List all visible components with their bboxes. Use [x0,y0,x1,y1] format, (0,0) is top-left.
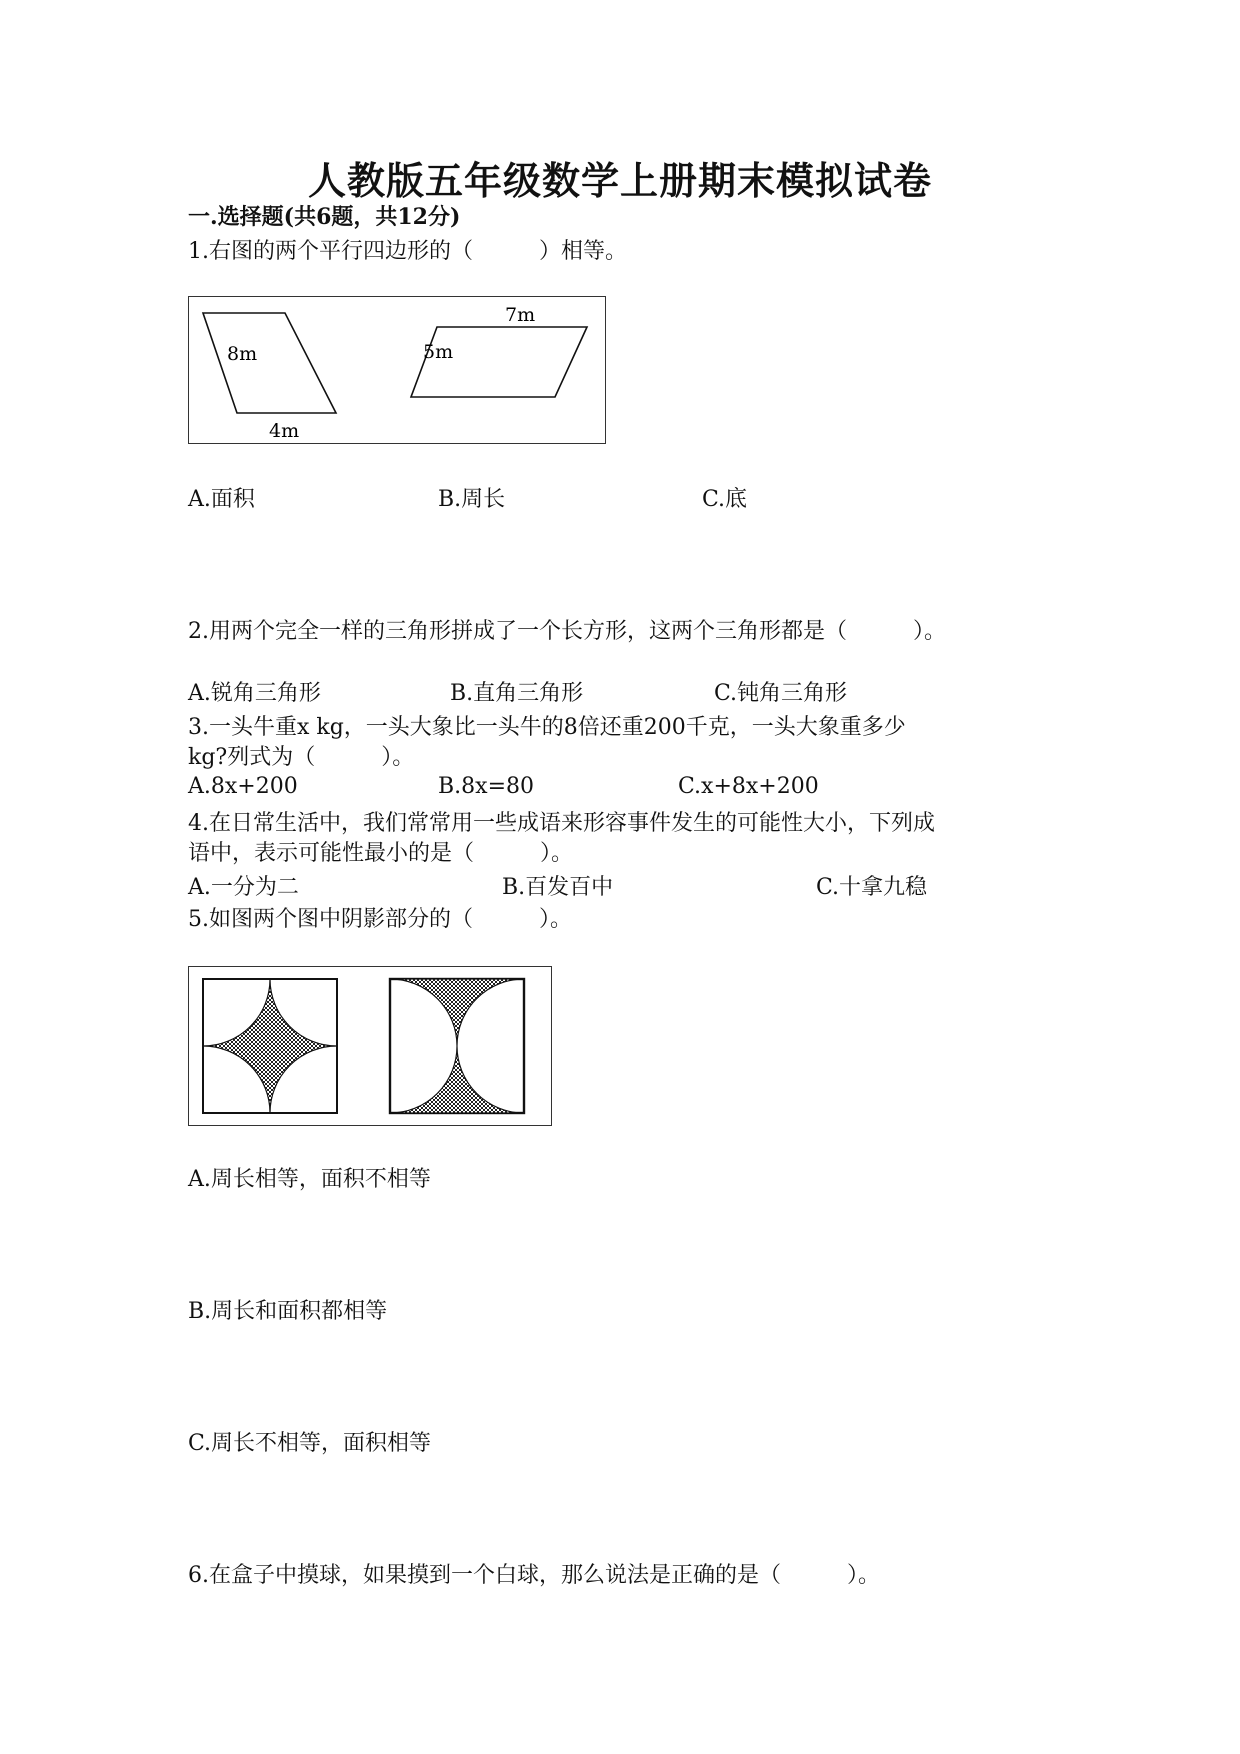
label-left-base: 4m [269,420,300,442]
question-2-option-c: C.钝角三角形 [714,681,848,706]
shaded-regions-diagram [189,967,551,1125]
question-2-option-a: A.锐角三角形 [188,681,321,706]
question-4-stem-line1: 4.在日常生活中，我们常常用一些成语来形容事件发生的可能性大小，下列成 [188,811,935,836]
figure-shaded-regions [188,966,552,1126]
question-6-stem: 6.在盒子中摸球，如果摸到一个白球，那么说法是正确的是（ ）。 [188,1563,880,1588]
question-5-option-b: B.周长和面积都相等 [188,1299,388,1324]
question-1-option-c: C.底 [702,487,748,512]
question-3-option-c: C.x+8x+200 [678,774,819,799]
page-title: 人教版五年级数学上册期末模拟试卷 [307,158,932,203]
question-2-option-b: B.直角三角形 [450,681,584,706]
question-3-option-a: A.8x+200 [188,774,298,799]
question-1-option-a: A.面积 [188,487,255,512]
question-4-option-b: B.百发百中 [502,875,614,900]
question-5-option-c: C.周长不相等，面积相等 [188,1431,432,1456]
question-4-option-a: A.一分为二 [188,875,299,900]
question-5-stem: 5.如图两个图中阴影部分的（ ）。 [188,907,572,932]
label-right-side: 5m [423,341,454,363]
question-2-stem: 2.用两个完全一样的三角形拼成了一个长方形，这两个三角形都是（ ）。 [188,619,946,644]
question-4-option-c: C.十拿九稳 [816,875,928,900]
parallelograms-diagram [189,297,605,443]
question-4-stem-line2: 语中，表示可能性最小的是（ ）。 [188,841,574,866]
label-left-side: 8m [227,343,258,365]
figure-parallelograms [188,296,606,444]
label-right-top: 7m [505,304,536,326]
question-3-option-b: B.8x=80 [438,774,534,799]
parallelogram-left [203,313,336,413]
question-1-stem: 1.右图的两个平行四边形的（ ）相等。 [188,239,627,264]
question-1-option-b: B.周长 [438,487,506,512]
question-3-stem-line1: 3.一头牛重x kg，一头大象比一头牛的8倍还重200千克，一头大象重多少 [188,715,906,740]
section-heading: 一.选择题(共6题，共12分) [188,204,461,230]
question-5-option-a: A.周长相等，面积不相等 [188,1167,431,1192]
question-3-stem-line2: kg?列式为（ ）。 [188,745,415,770]
